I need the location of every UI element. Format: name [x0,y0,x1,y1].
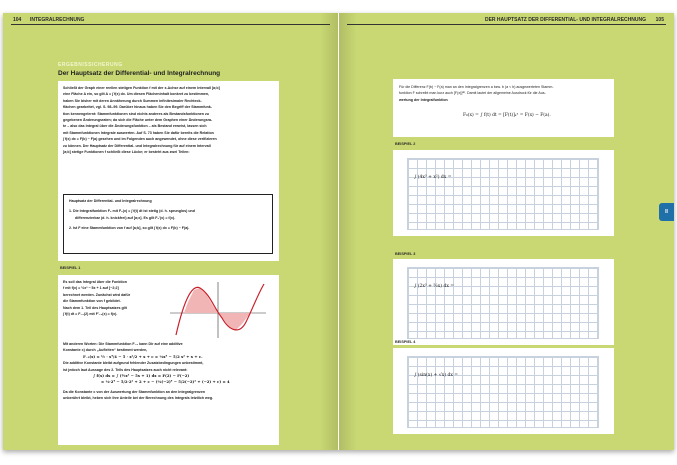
hauptsatz-part1b: differenzierbar (d. h. knickfrei) auf [a;x]. Es gilt F₀'(x) = f(x). [75,215,176,220]
auswertung-box: Für die Differenz F(b) − F(a) man an den Integralgrenzen a bzw. b (a < b) ausgewerteten Stamm- funktion F schreibt man kurz auch [F(x)]ᵃᵇ. Damit lautet der allgemeine Ausdruck für die Aus- wertung der Integralfunktion F₀(x) = ∫ f(t) dt = [F(t)]ₐˣ = F(x) − F(a). [393,79,614,137]
beispiel3-label: BEISPIEL 3 [395,252,416,256]
beispiel1-box: Es soll das Integral über die Funktion f mit f(x) = ½x³ − 5x + 1 auf [−2;2] berechnet werden. Zunächst wird dafür die Stammfunktion von f gebildet. Nach dem 1. Teil des Hauptsatzes gilt ∫ f(t) dt = F₋₂(2) mit F'₋₂(x) = f(x). Mit anderen Worten: Die Stammfunktion F₋₂ kann Dir auf eine additive Konstante c) durch „Aufleiten“ bestimmt werden, F₋₂(x) = ½ · x⁴/4 − 5 · x²/2 + x + c = ⅛x⁴ − 5/2 x² + x + c. Die additive Konstante bleibt aufgrund fehlender Zusatzbedingungen unbestimmt, ist jedoch laut Aussage des 2. Teils des Hauptsatzes auch nicht relevant: ∫ f(x) dx = ∫ (½x³ − 5x + 1) dx = F(2) − F(−2) = ⅛·2⁴ − 5/2·2² + 2 + c − (⅛(−2)⁴ − 5/2(−2)² + (−2) + c) = 4 Da die Konstante c von der Auswertung der Stammfunktion an den Integralgrenzen unberührt bleibt, heben sich ihre Anteile bei der Berechnung des Integrals letztlich weg. [58,275,279,445]
beispiel4-box [393,348,614,434]
left-running-title: INTEGRALRECHNUNG [30,17,85,23]
hauptsatz-box [63,194,273,254]
area-positive [184,288,218,313]
book-spread [3,13,674,450]
hauptsatz-title: Hauptsatz der Differential- und Integralrechnung [69,199,152,203]
intro-text: Schließt der Graph einer reellen stetigen Funktion f mit der x-Achse auf einem Intervall [a;b] eine Fläche A ein, so gilt A = ∫ f(x) dx. Um diesen Flächeninhalt konkret zu bestimmen, haben Sie bisher mit deren Annäherung durch Summen infinitesimaler Rechteck- flächen gearbeitet, vgl. S. 98–99. Darüber hinaus haben Sie den Begriff der Stammfunk- tion kennengelernt: Stammfunktionen sind nichts anderes als Bestandsfunktionen zu gegebenen Änderungsraten; da sich die Fläche unter dem Graphen einer Änderungsra- te – also das Integral über die Änderungsfunktion – als Bestand erweist, lassen sich mit Stammfunktionen Integrale auswerten. Auf S. 73 haben Sie dafür bereits die Relation ∫ f(x) dx = F(b) − F(a) gesehen und im Folgenden auch angewendet, ohne diese verifizieren zu können. Der Hauptsatz der Differential- und Integralrechnung für auf einem Intervall [a;b] stetige Funktionen f schließt diese Lücke; er besteht aus zwei Teilen: [63,86,220,155]
left-page [3,13,338,450]
ergebnis-title: Der Hauptsatz der Differential- und Integralrechnung [58,70,221,77]
beispiel3-box [393,259,614,345]
chapter-tab[interactable]: II [659,203,674,221]
result-box [58,81,279,261]
beispiel4-label: BEISPIEL 4 [395,340,416,344]
beispiel3-grid[interactable] [407,267,599,339]
beispiel3-expr: ∫ (2x³ + ⁵⁄₂x) dx = [414,284,455,289]
ergebnis-heading [58,62,279,78]
beispiel2-grid[interactable] [407,158,599,230]
beispiel1-label: BEISPIEL 1 [60,266,81,270]
hauptsatz-part2: 2. Ist F eine Stammfunktion von f auf [a;b], so gilt ∫ f(x) dx = F(b) − F(a). [69,226,190,231]
beispiel4-grid[interactable] [407,356,599,428]
right-running-title: DER HAUPTSATZ DER DIFFERENTIAL- UND INTEGRALRECHNUNG [484,17,646,23]
beispiel2-box [393,150,614,236]
beispiel4-expr: ∫ (sin(x) + √x) dx = [414,373,459,378]
hauptsatz-part1a: 1. Die Integralfunktion F₀ mit F₀(x) = ∫ f(t) dt ist stetig (d. h. sprunglos) und [69,209,195,214]
left-page-number: 104 [13,17,22,23]
ergebnis-kicker: ERGEBNISSICHERUNG [58,62,123,68]
function-graph [166,280,270,340]
auswertung-formula: F₀(x) = ∫ f(t) dt = [F(t)]ₐˣ = F(x) − F(a). [463,113,551,118]
right-page [339,13,674,450]
beispiel2-label: BEISPIEL 2 [395,142,416,146]
beispiel2-expr: ∫ (4x³ + x²) dx = [414,175,452,180]
right-page-number: 105 [655,17,664,23]
